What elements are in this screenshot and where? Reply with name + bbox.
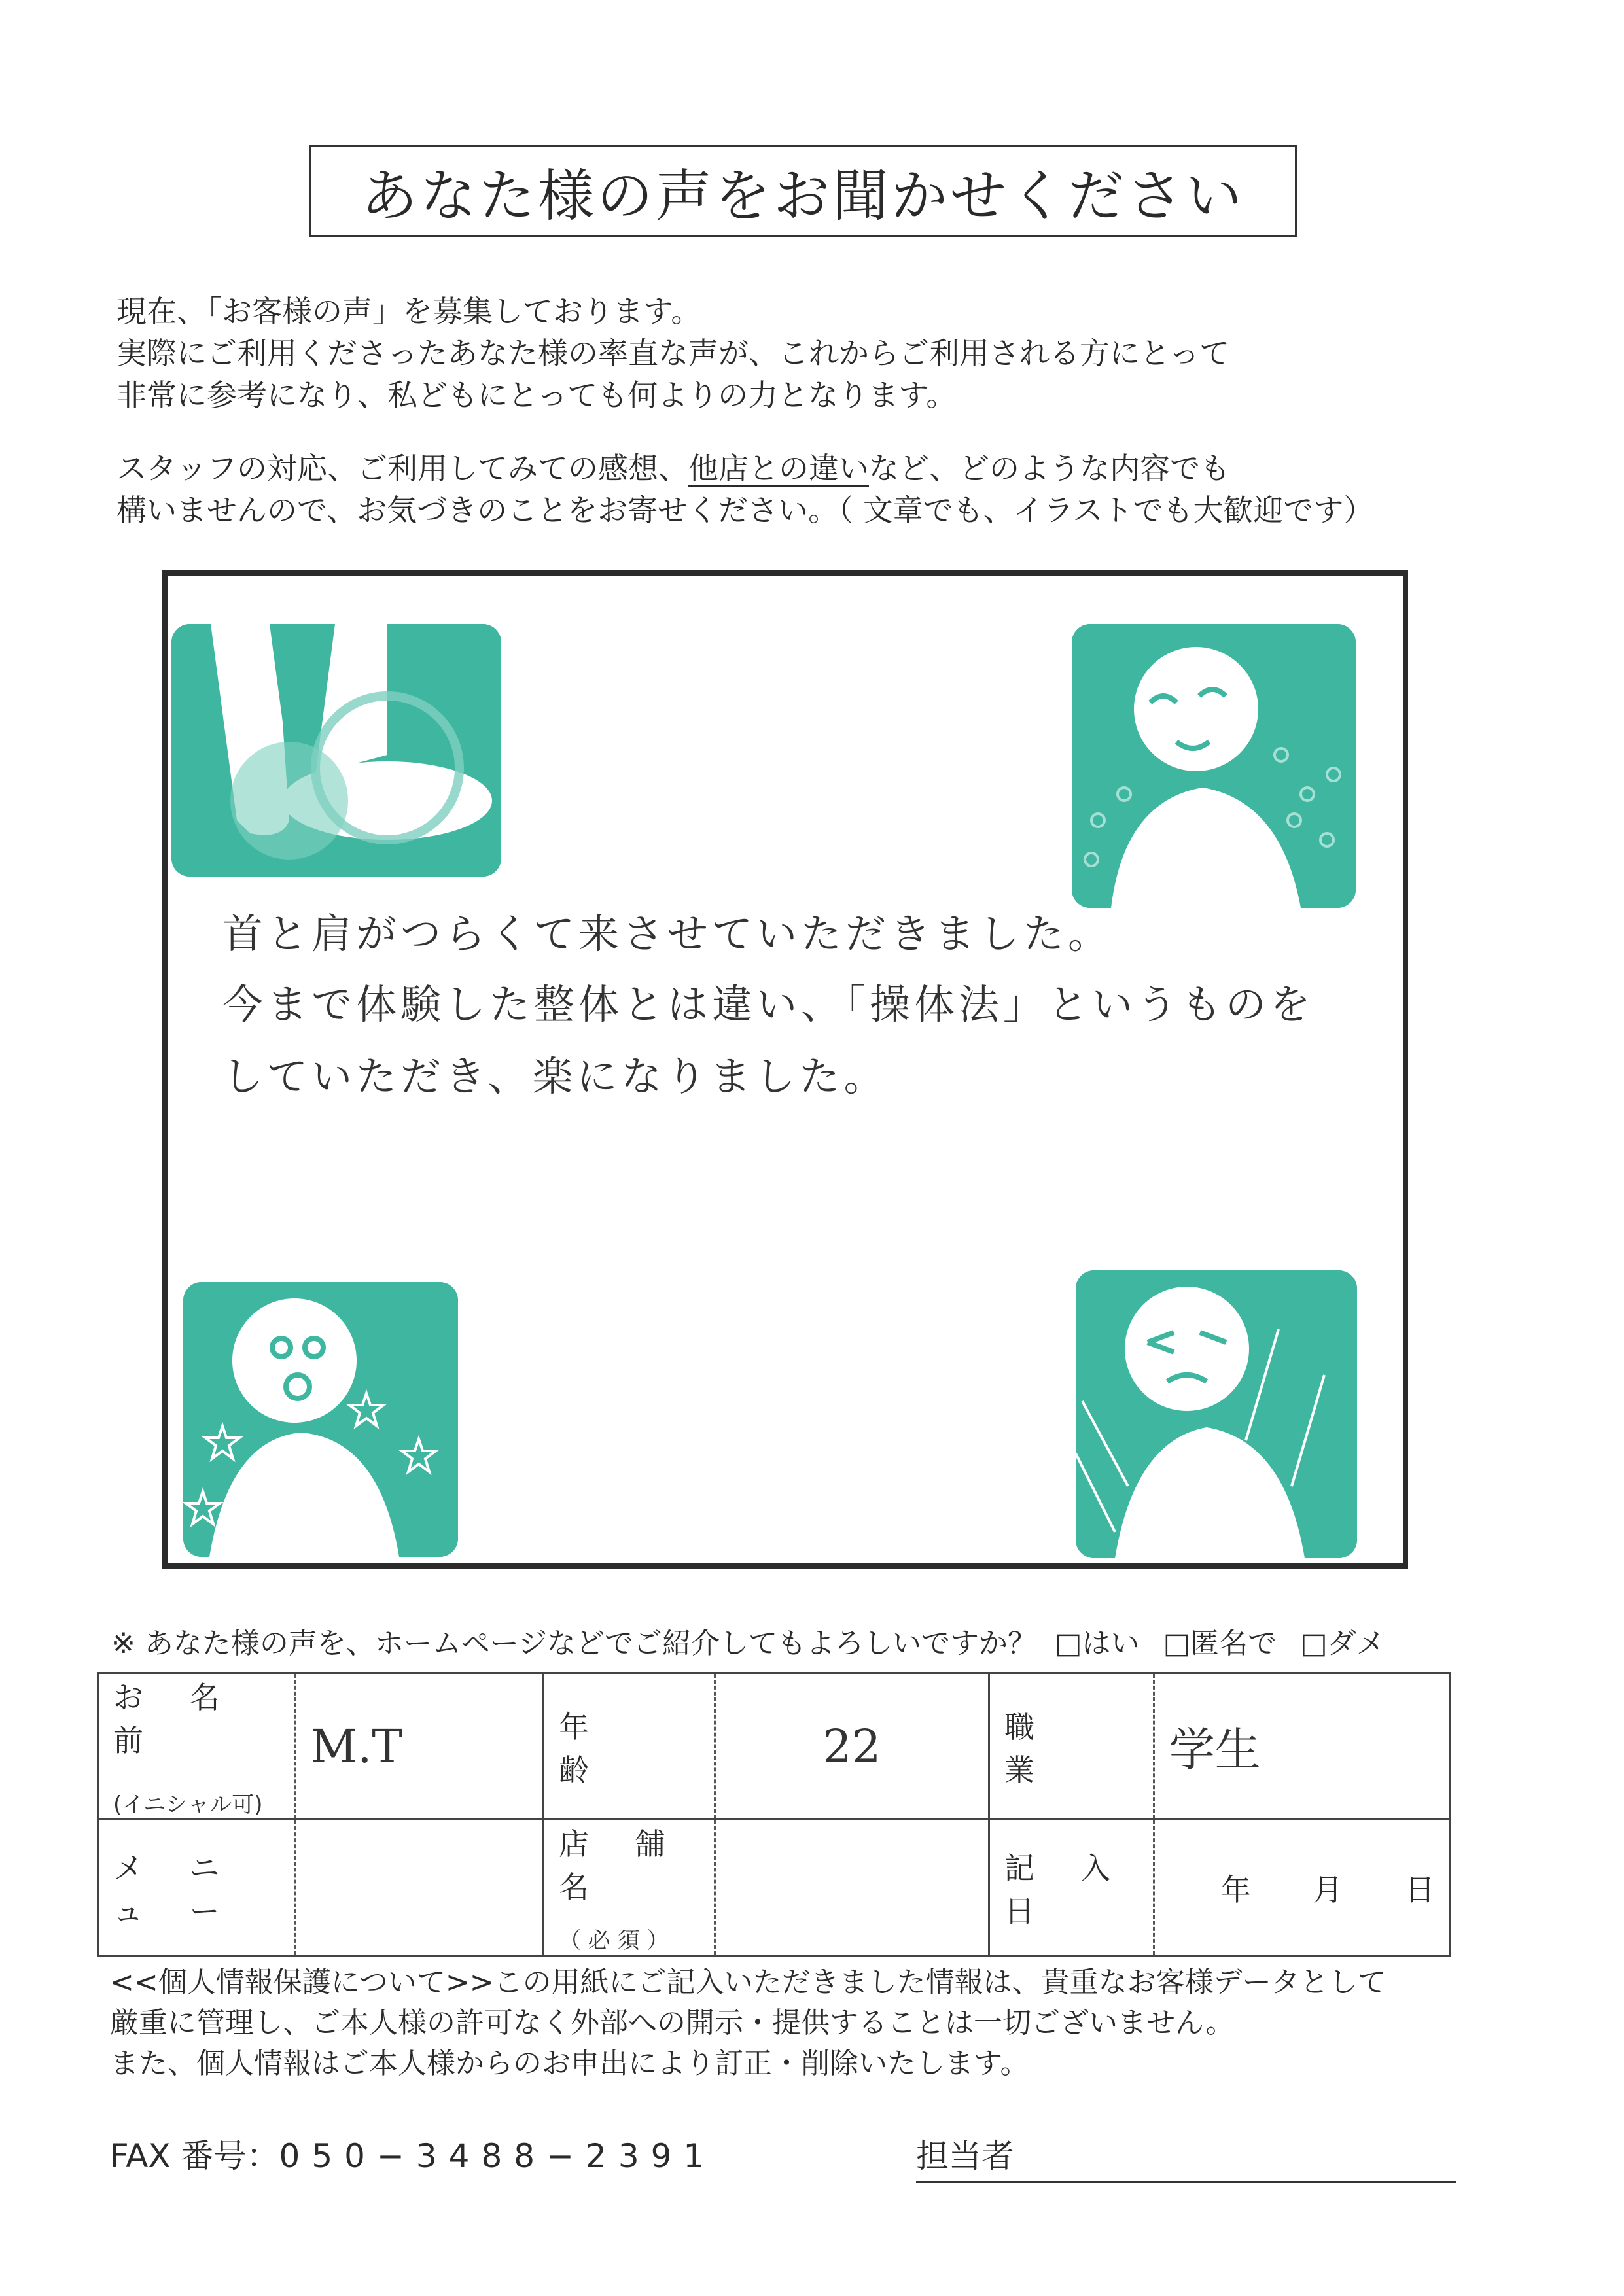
store-field[interactable] (715, 1820, 989, 1956)
store-label-cell (543, 1820, 715, 1956)
intro-line: 構いませんので、お気づきのことをお寄せください。（ 文章でも、イラストでも大歓迎です） (116, 493, 1374, 528)
happy-person-illustration (1072, 624, 1356, 908)
fax-number: 050−3488−2391 (279, 2137, 716, 2175)
name-label: お 名 前 (113, 1680, 238, 1758)
checkbox-yes[interactable]: □はい (1054, 1627, 1140, 1660)
store-label: 店 舗 名 (558, 1826, 684, 1905)
privacy-line: また、個人情報はご本人様からのお申出により訂正・削除いたします。 (110, 2047, 1029, 2080)
staff-field[interactable] (916, 2130, 1456, 2183)
handwritten-comment-line-1: 首と肩がつらくて来させていただきました。 (222, 910, 1113, 958)
checkbox-anonymous[interactable]: □匿名で (1163, 1627, 1277, 1660)
intro-line: 実際にご利用くださったあなた様の率直な声が、これからご利用される方にとって (116, 336, 1230, 371)
job-label-cell (989, 1673, 1154, 1820)
age-field[interactable] (715, 1673, 989, 1820)
pained-person-illustration (1076, 1270, 1357, 1558)
fax-label: FAX 番号： (110, 2137, 279, 2175)
foot-illustration (171, 624, 501, 877)
job-label: 職 業 (1004, 1709, 1093, 1788)
privacy-line: 厳重に管理し、ご本人様の許可なく外部への開示・提供することは一切ございません。 (110, 2006, 1235, 2040)
page-title: あなた様の声をお聞かせください (361, 164, 1244, 229)
consent-question (111, 1620, 1385, 1661)
age-value: 22 (822, 1719, 881, 1773)
handwritten-comment-line-3: していただき、楽になりました。 (222, 1052, 889, 1100)
menu-label: メ ニ ュ ー (113, 1850, 238, 1929)
staff-label: 担当者 (916, 2137, 1014, 2175)
intro-text: スタッフの対応、ご利用してみての感想、 (116, 451, 688, 486)
name-label-cell (98, 1673, 296, 1820)
intro-paragraph-1 (116, 290, 1229, 416)
date-month: 月 (1313, 1871, 1343, 1907)
pained-face-icon (1076, 1270, 1357, 1558)
intro-line: 現在、「お客様の声」を募集しております。 (116, 294, 701, 329)
menu-label-cell (98, 1820, 296, 1956)
checkbox-no[interactable]: □ダメ (1300, 1627, 1385, 1660)
intro-line: 非常に参考になり、私どもにとっても何よりの力となります。 (116, 377, 957, 413)
job-value: 学生 (1169, 1723, 1261, 1777)
consent-text: ※ あなた様の声を、ホームページなどでご紹介してもよろしいですか？ (111, 1627, 1036, 1660)
privacy-line: <<個人情報保護について>>この用紙にご記入いただきました情報は、貴重なお客様データとして (110, 1966, 1386, 1999)
date-label: 記 入 日 (1004, 1850, 1129, 1929)
job-field[interactable] (1154, 1673, 1450, 1820)
date-label-cell (989, 1820, 1154, 1956)
surprised-person-illustration (183, 1282, 458, 1557)
name-field[interactable] (295, 1673, 543, 1820)
intro-paragraph-2 (116, 447, 1373, 531)
fax-number-line (110, 2130, 716, 2177)
intro-line (116, 447, 1373, 489)
menu-field[interactable] (295, 1820, 543, 1956)
age-label: 年 齢 (558, 1709, 648, 1788)
surprised-face-icon (183, 1282, 458, 1557)
date-field[interactable] (1154, 1820, 1450, 1956)
store-sublabel: （ 必 須 ） (558, 1928, 669, 1954)
intro-text: など、どのような内容でも (869, 451, 1230, 486)
underlined-text: 他店との違い (688, 451, 869, 486)
privacy-notice (110, 1962, 1386, 2084)
name-sublabel: (イニシャル可) (113, 1792, 263, 1818)
date-year: 年 (1220, 1871, 1251, 1907)
handwritten-comment-line-2: 今まで体験した整体とは違い、「操体法」というものを (222, 981, 1315, 1028)
age-label-cell (543, 1673, 715, 1820)
title-box (309, 145, 1297, 237)
date-day: 日 (1405, 1871, 1435, 1907)
customer-info-table (97, 1672, 1451, 1957)
name-value: M.T (310, 1719, 403, 1773)
foot-icon (171, 624, 501, 877)
smiling-face-icon (1072, 624, 1356, 908)
